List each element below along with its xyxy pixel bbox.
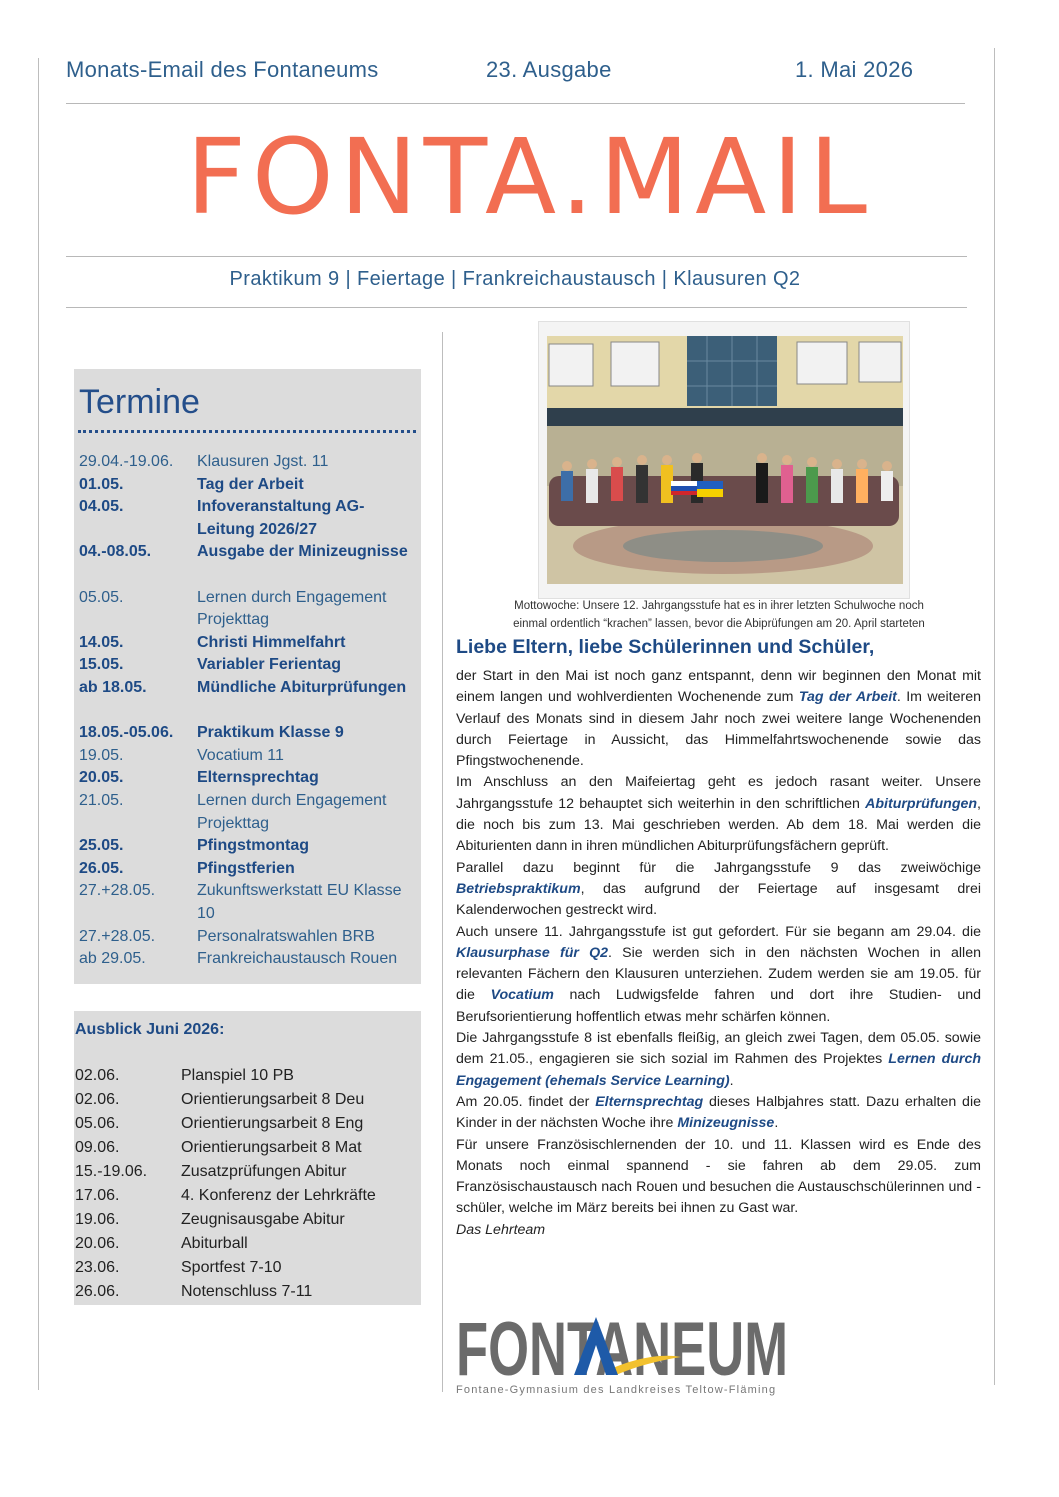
termine-item-date: 27.+28.05. [79, 882, 156, 900]
termine-item-text: Mündliche Abiturprüfungen [197, 679, 407, 696]
topics-rule-top [66, 256, 967, 257]
letter-highlight: Lernen durch Engagement (ehemals Service Learning) [456, 1051, 981, 1089]
right-margin-line [994, 48, 995, 1385]
photo-caption-line-1: Mottowoche: Unsere 12. Jahrgangsstufe hat es in ihrer letzten Schulwoche noch [514, 600, 924, 612]
issue-number: 23. Ausgabe [486, 57, 612, 82]
letter-text: , das aufgrund der Feiertage auf insgesamt drei Kalenderwochen gestreckt wird. [456, 880, 981, 919]
letter-text: Am 20.05. findet der [456, 1093, 596, 1110]
school-logo [456, 1309, 796, 1406]
termine-item-date: 15.05. [79, 656, 124, 674]
masthead-title: FONTA.MAIL [186, 116, 873, 238]
letter-text: . Sie werden sich in den nächsten Wochen in allen relevanten Fächern den Klausuren unterziehen. Zudem werden sie am 19.05. für die [456, 944, 981, 1004]
termine-item-text: Tag der Arbeit [197, 475, 304, 493]
ausblick-item-text: Zeugnisausgabe Abitur [181, 1211, 345, 1228]
issue-date: 1. Mai 2026 [795, 57, 914, 82]
termine-item-text: Ausgabe der Minizeugnisse [197, 543, 408, 561]
letter-paragraph [456, 666, 981, 772]
termine-item-text: Elternsprechtag [197, 769, 319, 787]
ausblick-item-text: Sportfest 7-10 [181, 1259, 282, 1276]
ausblick-item-text: Orientierungsarbeit 8 Eng [181, 1115, 364, 1132]
ausblick-item-text: Zusatzprüfungen Abitur [181, 1163, 347, 1180]
termine-item-date: 18.05.-05.06. [79, 724, 174, 742]
letter-text: . [774, 1115, 779, 1132]
ausblick-item-text: Orientierungsarbeit 8 Deu [181, 1091, 365, 1108]
termine-item-date: 01.05. [79, 475, 124, 493]
left-margin-line [38, 58, 39, 1390]
termine-item-date: 20.05. [79, 769, 124, 787]
letter-paragraph [456, 1092, 981, 1135]
publication-name: Monats-Email des Fontaneums [66, 57, 379, 82]
ausblick-item-date: 02.06. [75, 1067, 120, 1084]
topics-line: Praktikum 9 | Feiertage | Frankreichaustausch | Klausuren Q2 [229, 268, 801, 290]
letter-text: . Im weiteren Verlauf des Monats sind in diesem Jahr noch zwei weitere lange Wochenenden durch Feiertage in Aussicht, das Himmelfahrtswochenende sowie das Pfingstwochenende. [456, 689, 982, 770]
letter-greeting: Liebe Eltern, liebe Schülerinnen und Schüler, [456, 636, 875, 658]
termine-item-text: Personalratswahlen BRB [197, 927, 375, 945]
termine-title: Termine [79, 383, 200, 421]
letter-text: der Start in den Mai ist noch ganz entspannt, denn wir beginnen den Monat mit einem langen und wohlverdienten Wochenende zum [456, 668, 981, 706]
termine-item-date: 19.05. [79, 746, 124, 764]
letter-highlight: Tag der Arbeit [798, 689, 897, 706]
termine-item-date: 29.04.-19.06. [79, 453, 174, 470]
termine-item-date: ab 18.05. [79, 679, 147, 696]
letter-highlight: Klausurphase für Q2 [456, 944, 609, 961]
logo-tagline: Fontane-Gymnasium des Landkreises Teltow-Fläming [456, 1384, 777, 1396]
termine-item-text: Lernen durch Engagement Projekttag [197, 792, 387, 832]
termine-item-text: Christi Himmelfahrt [197, 633, 346, 651]
letter-highlight: Minizeugnisse [677, 1115, 775, 1132]
ausblick-item-date: 20.06. [75, 1235, 120, 1252]
termine-item-text: Pfingstmontag [197, 837, 309, 855]
ausblick-item-text: 4. Konferenz der Lehrkräfte [181, 1187, 376, 1204]
letter-highlight: Vocatium [490, 987, 554, 1004]
class-photo [547, 336, 903, 584]
letter-paragraph: Für unsere Französischlernenden der 10. und 11. Klassen wird es Ende des Monats noch einmal spannend - sie fahren ab dem 29.05. zum Französischaustausch nach Rouen und besuchen die Austauschschülerinnen und -schüler, welche im März bereits bei ihnen zu Gast war. [456, 1136, 981, 1217]
termine-item-text: Praktikum Klasse 9 [197, 724, 344, 742]
ausblick-item-date: 09.06. [75, 1139, 120, 1156]
logo-wordmark: FONTANEUM [456, 1309, 788, 1392]
ausblick-item-date: 05.06. [75, 1115, 120, 1132]
column-divider [442, 332, 443, 1392]
topics-rule-bottom [66, 307, 967, 308]
termine-item-date: 21.05. [79, 792, 124, 809]
header-rule [66, 103, 965, 104]
letter-text: Die Jahrgangsstufe 8 ist ebenfalls fleißig, an gleich zwei Tagen, dem 05.05. sowie dem 21.05., engagieren sie sich sozial im Rahmen des Projektes [456, 1030, 981, 1068]
termine-dotted-rule [78, 430, 416, 433]
letter-highlight: Elternsprechtag [595, 1093, 704, 1110]
photo-caption-line-2: einmal ordentlich “krachen” lassen, bevor die Abiprüfungen am 20. April starteten [513, 617, 925, 630]
termine-item-date: 14.05. [79, 633, 124, 651]
letter-paragraph [456, 922, 981, 1028]
letter-text: nach Ludwigsfelde fahren und dort ihre Studien- und Berufsorientierung hoffentlich etwas mehr schärfen können. [456, 987, 981, 1025]
ausblick-item-date: 15.-19.06. [75, 1163, 148, 1180]
letter-highlight: Abiturprüfungen [865, 795, 978, 812]
ausblick-box [74, 1011, 421, 1305]
termine-item-date: 25.05. [79, 837, 124, 855]
termine-item-text: Klausuren Jgst. 11 [197, 453, 329, 470]
termine-item-text: Pfingstferien [197, 859, 295, 877]
ausblick-item-text: Notenschluss 7-11 [181, 1283, 313, 1300]
termine-item-date: ab 29.05. [79, 950, 146, 968]
ausblick-item-date: 23.06. [75, 1259, 120, 1276]
letter-paragraph [456, 1028, 981, 1092]
letter-text: Im Anschluss an den Maifeiertag geht es jedoch rasant weiter. Unsere Jahrgangsstufe 12 behauptet sich weiterhin in den schriftlichen [456, 774, 981, 812]
letter-text: Parallel dazu beginnt für die Jahrgangsstufe 9 das zweiwöchige [456, 859, 981, 876]
termine-item-date: 05.05. [79, 588, 124, 606]
photo-caption [462, 598, 976, 633]
letter-signature: Das Lehrteam [456, 1221, 546, 1238]
ausblick-item-date: 26.06. [75, 1283, 120, 1300]
letter-body [456, 666, 981, 1241]
ausblick-title: Ausblick Juni 2026: [75, 1021, 225, 1038]
termine-item-text: Variabler Ferientag [197, 656, 342, 674]
ausblick-item-text: Abiturball [181, 1235, 248, 1252]
ausblick-item-date: 17.06. [75, 1187, 120, 1204]
letter-paragraph [456, 858, 981, 922]
termine-item-date: 26.05. [79, 859, 124, 877]
termine-item-date: 04.05. [79, 498, 124, 516]
termine-item-text: Infoveranstaltung AG-Leitung 2026/27 [197, 498, 365, 538]
termine-item-date: 27.+28.05. [79, 927, 156, 945]
termine-item-text: Lernen durch Engagement Projekttag [197, 588, 387, 629]
ausblick-item-date: 19.06. [75, 1211, 120, 1228]
termine-item-text: Vocatium 11 [197, 746, 284, 764]
letter-text: , die noch bis zum 13. Mai geschrieben werden. Ab dem 18. Mai werden die Abiturienten dann in ihren mündlichen Abiturprüfungsfächern geprüft. [456, 795, 981, 855]
letter-text: Auch unsere 11. Jahrgangsstufe ist gut gefordert. Für sie begann am 29.04. die [456, 923, 981, 940]
class-photo-frame [538, 321, 910, 599]
letter-highlight: Betriebspraktikum [456, 880, 581, 897]
ausblick-item-date: 02.06. [75, 1091, 120, 1108]
ausblick-item-text: Orientierungsarbeit 8 Mat [181, 1139, 362, 1156]
letter-paragraph [456, 772, 981, 857]
termine-item-text: Zukunftswerkstatt EU Klasse 10 [197, 882, 402, 922]
ausblick-item-text: Planspiel 10 PB [181, 1067, 294, 1084]
termine-item-text: Frankreichaustausch Rouen [197, 950, 398, 968]
termine-box [74, 369, 421, 984]
letter-text: dieses Halbjahres statt. Dazu erhalten die Kinder in der nächsten Woche ihre [456, 1093, 981, 1132]
termine-item-date: 04.-08.05. [79, 543, 152, 561]
letter-text: . [729, 1072, 734, 1089]
